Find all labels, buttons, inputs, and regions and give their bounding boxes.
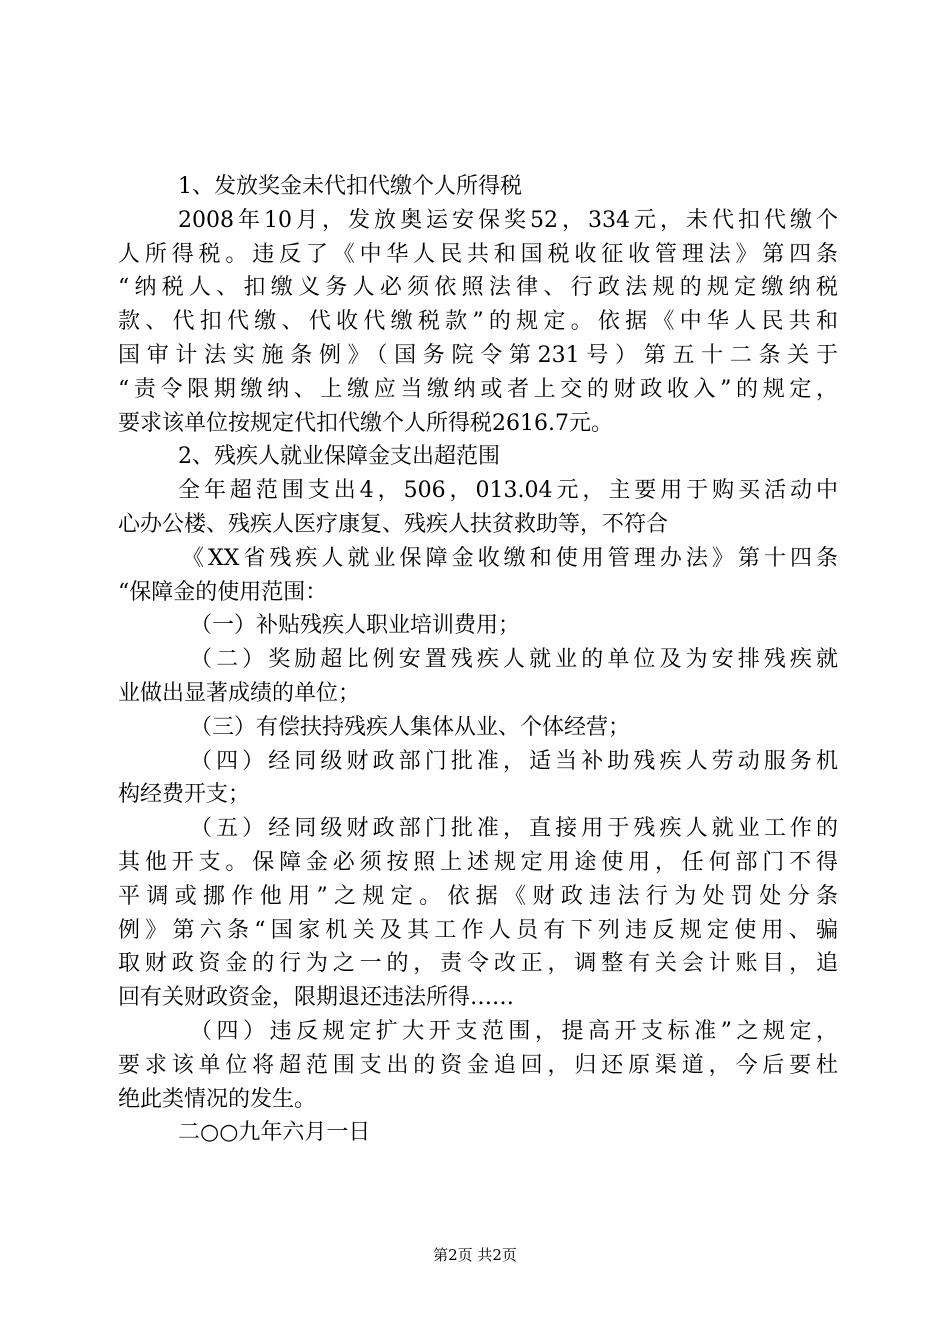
text-line: 二○○九年六月一日 [178, 1120, 371, 1146]
text-line: 例》第六条“国家机关及其工作人员有下列违反规定使用、骗 [118, 917, 838, 943]
text-line: 全年超范围支出4，506，013.04元，主要用于购买活动中 [178, 478, 838, 504]
text-line: 2、残疾人就业保障金支出超范围 [178, 444, 500, 470]
text-line: （三）有偿扶持残疾人集体从业、个体经营； [190, 714, 631, 740]
text-line: 心办公楼、残疾人医疗康复、残疾人扶贫救助等，不符合 [118, 511, 669, 537]
text-line: “保障金的使用范围： [118, 579, 328, 605]
text-line: 2008年10月，发放奥运安保奖52，334元，未代扣代缴个 [178, 207, 838, 233]
text-line: 1、发放奖金未代扣代缴个人所得税 [178, 174, 522, 199]
text-line: 其他开支。保障金必须按照上述规定用途使用，任何部门不得 [118, 849, 838, 875]
text-line: 构经费开支； [118, 782, 251, 808]
text-line: 业做出显著成绩的单位； [118, 680, 361, 706]
text-line: 《XX省残疾人就业保障金收缴和使用管理办法》第十四条 [182, 545, 838, 571]
text-line: （四）违反规定扩大开支范围，提高开支标准”之规定， [190, 1018, 838, 1044]
text-line: 人所得税。违反了《中华人民共和国税收征收管理法》第四条 [118, 241, 838, 267]
text-line: 平调或挪作他用”之规定。依据《财政违法行为处罚处分条 [118, 883, 838, 909]
text-line: 绝此类情况的发生。 [118, 1086, 317, 1112]
text-line: 款、代扣代缴、代收代缴税款”的规定。依据《中华人民共和 [118, 309, 838, 335]
text-line: （二）奖励超比例安置残疾人就业的单位及为安排残疾就 [190, 647, 838, 673]
text-line: 取财政资金的行为之一的，责令改正，调整有关会计账目，追 [118, 951, 838, 977]
document-body [118, 170, 838, 1150]
page-footer: 第2页 共2页 [433, 1246, 517, 1264]
text-line: 要求该单位按规定代扣代缴个人所得税2616.7元。 [118, 410, 613, 436]
text-line: “责令限期缴纳、上缴应当缴纳或者上交的财政收入”的规定， [118, 376, 838, 402]
text-line: （一）补贴残疾人职业培训费用； [190, 613, 521, 639]
text-line: 国审计法实施条例》（国务院令第231号）第五十二条关于 [118, 342, 838, 368]
text-line: 要求该单位将超范围支出的资金追回，归还原渠道，今后要杜 [118, 1052, 838, 1078]
text-line: 回有关财政资金，限期退还违法所得…… [118, 985, 515, 1011]
text-line: （四）经同级财政部门批准，适当补助残疾人劳动服务机 [190, 748, 838, 774]
text-line: （五）经同级财政部门批准，直接用于残疾人就业工作的 [190, 816, 838, 842]
text-line: “纳税人、扣缴义务人必须依照法律、行政法规的规定缴纳税 [118, 275, 838, 301]
